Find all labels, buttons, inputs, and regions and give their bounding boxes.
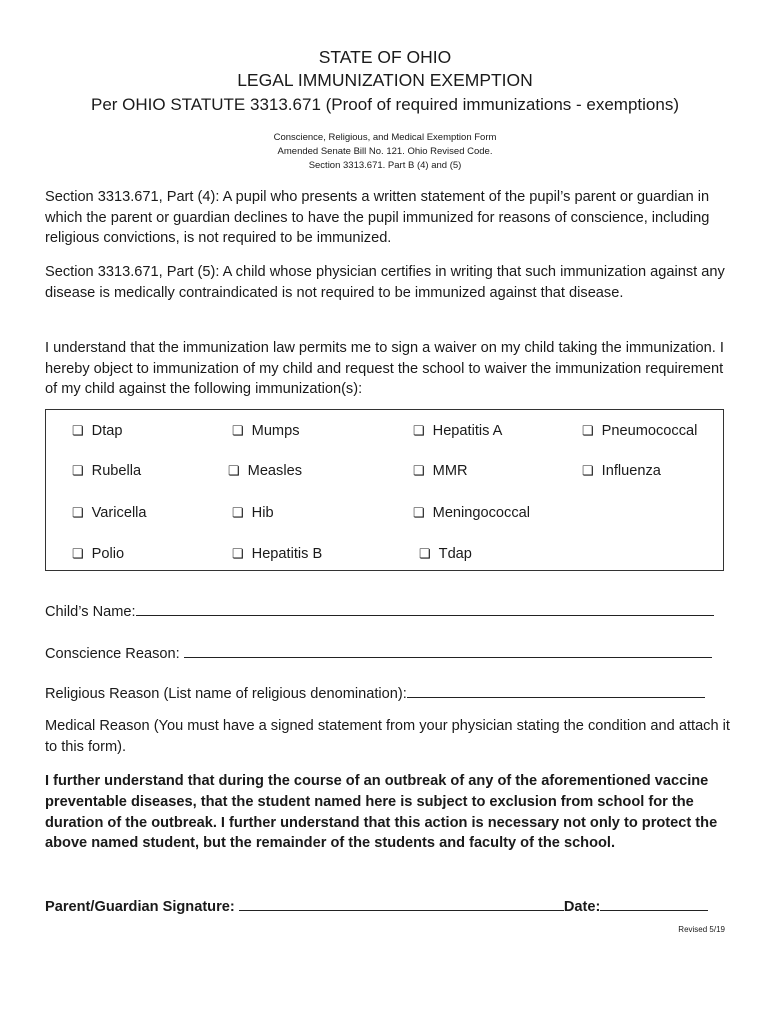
conscience-reason-label: Conscience Reason: xyxy=(45,646,180,662)
conscience-reason-input-line[interactable] xyxy=(184,643,712,658)
revision-note: Revised 5/19 xyxy=(678,925,725,934)
religious-reason-label: Religious Reason (List name of religious denomination): xyxy=(45,686,407,702)
vaccine-label: Mumps xyxy=(251,423,300,439)
statute-part5-text: Section 3313.671, Part (5): A child whose physician certifies in writing that such immunization against any disease is medically contraindicated is not required to be immunized against that disease. xyxy=(45,264,725,301)
vaccine-option-pneumococcal[interactable] xyxy=(582,422,697,440)
child-name-label: Child’s Name: xyxy=(45,604,136,620)
vaccine-label: Polio xyxy=(91,546,125,562)
vaccine-label: Measles xyxy=(247,463,302,479)
vaccine-label: Hepatitis A xyxy=(432,423,503,439)
vaccine-option-meningococcal[interactable] xyxy=(413,504,530,522)
checkbox-icon[interactable]: ❏ xyxy=(72,505,84,520)
vaccine-label: Hepatitis B xyxy=(251,546,323,562)
vaccine-option-rubella[interactable] xyxy=(72,462,141,480)
vaccine-label: Influenza xyxy=(601,463,661,479)
vaccine-label: Rubella xyxy=(91,463,142,479)
checkbox-icon[interactable]: ❏ xyxy=(232,505,244,520)
checkbox-icon[interactable]: ❏ xyxy=(232,546,244,561)
vaccine-option-influenza[interactable] xyxy=(582,462,661,480)
date-label: Date: xyxy=(563,899,601,915)
vaccine-option-measles[interactable] xyxy=(228,462,302,480)
child-name-input-line[interactable] xyxy=(136,601,714,616)
checkbox-icon[interactable]: ❏ xyxy=(419,546,431,561)
vaccine-label: MMR xyxy=(432,463,468,479)
outbreak-exclusion-statement: I further understand that during the course of an outbreak of any of the aforementioned vaccine preventable diseases, that the student named here is subject to exclusion from school for the duration of the outbreak. I further understand that this action is necessary not only to protect the above named student, but the remainder of the students and faculty of the school. xyxy=(45,773,718,852)
checkbox-icon[interactable]: ❏ xyxy=(232,423,244,438)
form-subtitle-bill: Amended Senate Bill No. 121. Ohio Revised Code. xyxy=(277,146,493,157)
checkbox-icon[interactable]: ❏ xyxy=(413,463,425,478)
vaccine-option-polio[interactable] xyxy=(72,545,124,563)
statute-part4-text: Section 3313.671, Part (4): A pupil who presents a written statement of the pupil’s parent or guardian in which the parent or guardian declines to have the pupil immunized for reasons of conscience, including religious convictions, is not required to be immunized. xyxy=(45,189,710,246)
checkbox-icon[interactable]: ❏ xyxy=(72,546,84,561)
vaccine-option-hepatitis-b[interactable] xyxy=(232,545,322,563)
form-title-exemption: LEGAL IMMUNIZATION EXEMPTION xyxy=(237,70,533,90)
checkbox-icon[interactable]: ❏ xyxy=(72,423,84,438)
signature-row xyxy=(45,896,708,915)
signature-label: Parent/Guardian Signature: xyxy=(45,899,235,915)
vaccine-label: Meningococcal xyxy=(432,505,531,521)
vaccine-option-varicella[interactable] xyxy=(72,504,147,522)
child-name-row xyxy=(45,601,714,622)
conscience-reason-row xyxy=(45,643,712,664)
vaccine-option-mumps[interactable] xyxy=(232,422,300,440)
checkbox-icon[interactable]: ❏ xyxy=(582,423,594,438)
vaccine-label: Varicella xyxy=(91,505,147,521)
vaccine-option-mmr[interactable] xyxy=(413,462,468,480)
religious-reason-input-line[interactable] xyxy=(407,683,705,698)
checkbox-icon[interactable]: ❏ xyxy=(228,463,240,478)
vaccine-checklist xyxy=(45,409,724,571)
checkbox-icon[interactable]: ❏ xyxy=(413,423,425,438)
form-title-statute: Per OHIO STATUTE 3313.671 (Proof of required immunizations - exemptions) xyxy=(91,95,679,114)
form-title-state: STATE OF OHIO xyxy=(318,47,452,67)
form-subtitle-section: Section 3313.671. Part B (4) and (5) xyxy=(308,160,462,171)
waiver-statement: I understand that the immunization law permits me to sign a waiver on my child taking the immunization. I hereby object to immunization of my child and request the school to waiver the immunization requirement of my child against the following immunization(s): xyxy=(45,340,724,397)
checkbox-icon[interactable]: ❏ xyxy=(72,463,84,478)
checkbox-icon[interactable]: ❏ xyxy=(413,505,425,520)
vaccine-option-hib[interactable] xyxy=(232,504,274,522)
vaccine-label: Tdap xyxy=(438,546,472,562)
vaccine-option-tdap[interactable] xyxy=(419,545,472,563)
vaccine-option-dtap[interactable] xyxy=(72,422,122,440)
religious-reason-row xyxy=(45,683,705,704)
checkbox-icon[interactable]: ❏ xyxy=(582,463,594,478)
medical-reason-text: Medical Reason (You must have a signed statement from your physician stating the condition and attach it to this form). xyxy=(45,718,730,755)
vaccine-label: Hib xyxy=(251,505,274,521)
signature-input-line[interactable] xyxy=(239,896,564,911)
vaccine-label: Pneumococcal xyxy=(601,423,698,439)
vaccine-option-hepatitis-a[interactable] xyxy=(413,422,502,440)
form-subtitle-type: Conscience, Religious, and Medical Exemption Form xyxy=(273,132,497,143)
date-input-line[interactable] xyxy=(600,896,708,911)
vaccine-label: Dtap xyxy=(91,423,123,439)
